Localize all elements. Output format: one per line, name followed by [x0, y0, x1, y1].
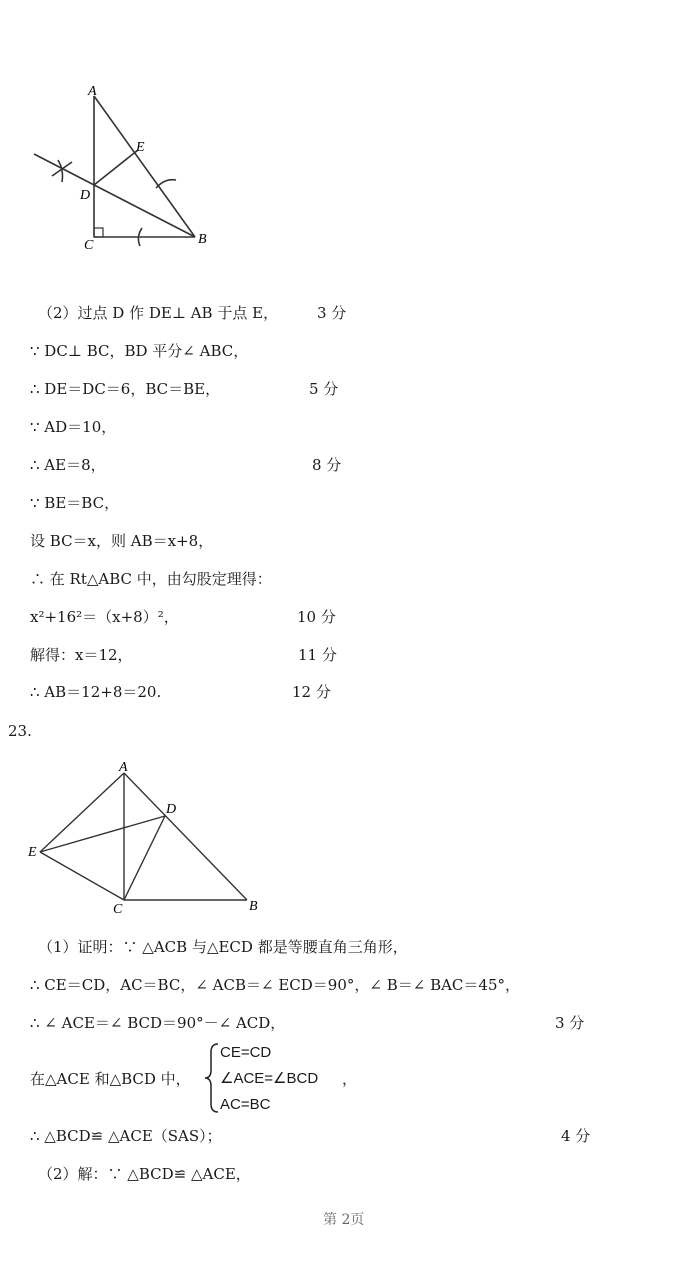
solution-line: ∵ AD＝10， — [30, 418, 117, 436]
system-row: ∠ACE=∠BCD — [220, 1070, 319, 1087]
score-label: 3 分 — [555, 1014, 585, 1032]
system-row: AC=BC — [220, 1096, 271, 1113]
segment-ec — [40, 852, 124, 900]
solution-line: 在△ACE 和△BCD 中， — [30, 1070, 191, 1088]
score-label: 12 分 — [292, 683, 331, 701]
solution-line: ∴ CE＝CD，AC＝BC，∠ ACB＝∠ ECD＝90°，∠ B＝∠ BAC＝45°， — [30, 976, 520, 994]
solution-line: ∴ AB＝12+8＝20. — [30, 683, 162, 701]
solution-line: 设 BC＝x，则 AB＝x+8， — [30, 532, 214, 550]
page-footer: 第 2页 — [323, 1212, 365, 1228]
label-a: A — [88, 84, 97, 99]
score-label: 11 分 — [298, 646, 337, 664]
label-b: B — [198, 232, 207, 247]
system-row: CE=CD — [220, 1044, 272, 1061]
label-b: B — [249, 899, 258, 914]
solution-line: （2）过点 D 作 DE⊥ AB 于点 E， — [38, 304, 279, 322]
label-d: D — [166, 802, 177, 817]
solution-line: ∴ ∠ ACE＝∠ BCD＝90°－∠ ACD， — [30, 1014, 286, 1032]
solution-line: ∵ BE＝BC， — [30, 494, 120, 512]
score-label: 10 分 — [297, 608, 336, 626]
question-number: 23. — [8, 722, 32, 740]
solution-line: 解得：x＝12， — [30, 646, 133, 664]
segment-cd — [124, 816, 165, 900]
system-tail: ， — [342, 1070, 358, 1088]
right-angle-mark — [94, 228, 103, 237]
solution-line: ∴ △BCD≌ △ACE（SAS）； — [30, 1127, 222, 1145]
label-c: C — [113, 902, 123, 917]
solution-line: x²+16²＝（x+8）²， — [30, 608, 179, 626]
brace-icon — [205, 1044, 218, 1112]
segment-ab — [94, 96, 195, 237]
segment-ab — [124, 773, 247, 900]
score-label: 4 分 — [561, 1127, 591, 1145]
label-c: C — [84, 238, 94, 253]
solution-line: ∴ AE＝8， — [30, 456, 106, 474]
segment-de — [94, 150, 138, 185]
score-label: 5 分 — [309, 380, 339, 398]
equation-system — [220, 1040, 318, 1118]
score-label: 8 分 — [312, 456, 342, 474]
solution-line: （1）证明：∵ △ACB 与△ECD 都是等腰直角三角形， — [38, 938, 408, 956]
label-e: E — [136, 140, 145, 155]
label-a: A — [119, 760, 128, 775]
solution-line: ∴ DE＝DC＝6，BC＝BE， — [30, 380, 221, 398]
solution-line: ∵ DC⊥ BC，BD 平分∠ ABC， — [30, 342, 249, 360]
segment-bisector-bd — [34, 154, 195, 237]
solution-line: （2）解：∵ △BCD≌ △ACE， — [38, 1165, 251, 1183]
label-e: E — [28, 845, 37, 860]
label-d: D — [80, 188, 91, 203]
figure-q23 — [40, 773, 247, 900]
score-label: 3 分 — [317, 304, 347, 322]
solution-line: ∴ 在 Rt△ABC 中，由勾股定理得： — [30, 570, 272, 588]
